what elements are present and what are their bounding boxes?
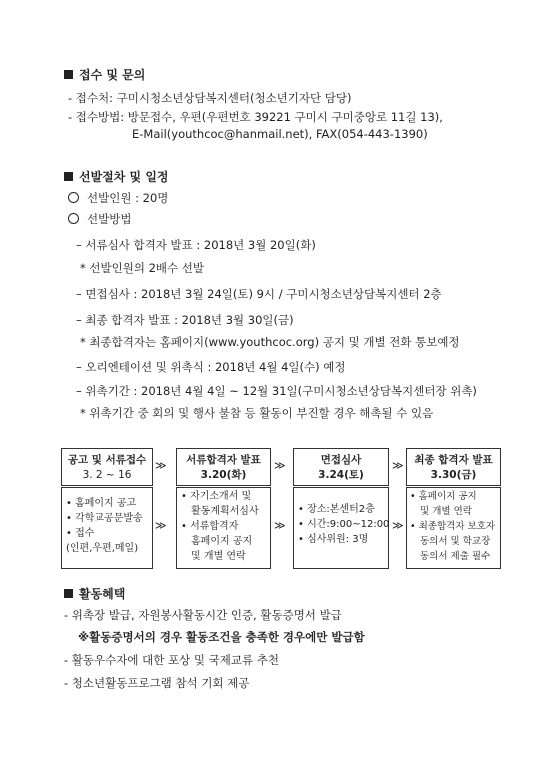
flow-arrow-icon: ≫: [155, 459, 167, 472]
flow-box-body: [61, 487, 153, 569]
flow-step-title: 면접심사: [320, 454, 362, 466]
flow-arrow-icon: ≫: [392, 519, 404, 532]
flow-step-item: • 홈페이지 공지: [410, 491, 477, 502]
section-title: 선발절차 및 일정: [79, 170, 169, 184]
flow-step-date: 3.24(토): [318, 469, 364, 481]
flow-step-item: • 심사위원: 3명: [298, 534, 369, 545]
flow-box-body: [176, 487, 271, 569]
flow-step-date: 3.30(금): [430, 469, 477, 481]
flow-step-item: 활동계획서심사: [191, 506, 259, 517]
schedule-note: * 선발인원의 2배수 선발: [80, 261, 205, 275]
flow-step-item: 홈페이지 공지: [191, 536, 253, 547]
schedule-term: – 위촉기간 : 2018년 4월 4일 ~ 12월 31일(구미시청소년상담복지센터장 위촉): [76, 384, 477, 398]
flow-box-body: [406, 487, 501, 569]
flow-step-item: • 최종합격자 보호자: [410, 521, 496, 532]
benefit-line: - 활동우수자에 대한 포상 및 국제교류 추천: [64, 653, 279, 667]
flow-box-header: [406, 448, 501, 486]
flow-arrow-icon: ≫: [392, 459, 404, 472]
flow-step-item: • 서류합격자: [181, 521, 239, 532]
benefit-line: - 청소년활동프로그램 참석 기회 제공: [64, 676, 250, 690]
section-heading-selection: [64, 168, 169, 185]
schedule-orientation: – 오리엔테이션 및 위촉식 : 2018년 4월 4일(수) 예정: [76, 360, 346, 374]
section-heading-benefits: [64, 585, 125, 602]
contact-line-1: - 접수처: 구미시청소년상담복지센터(청소년기자단 담당): [68, 91, 352, 105]
section-title: 활동혜택: [79, 587, 126, 601]
flow-step-item: • 홈페이지 공고: [66, 498, 137, 509]
flow-box-header: [61, 448, 153, 486]
flow-step-item: 동의서 제출 필수: [420, 551, 491, 562]
schedule-document-result: – 서류심사 합격자 발표 : 2018년 3월 20일(화): [76, 238, 316, 252]
flow-step-date: 3. 2 ~ 16: [82, 469, 132, 481]
schedule-final-result: – 최종 합격자 발표 : 2018년 3월 30일(금): [76, 313, 294, 327]
flow-step-item: (인편,우편,메일): [66, 543, 139, 554]
square-bullet-icon: [64, 589, 73, 598]
section-heading-application: [64, 66, 145, 83]
flow-step-title: 서류합격자 발표: [186, 454, 261, 466]
selection-method-text: 선발방법: [87, 212, 132, 226]
flow-arrow-icon: ≫: [274, 459, 286, 472]
flow-step-item: 및 개별 연락: [420, 506, 472, 517]
schedule-interview: – 면접심사 : 2018년 3월 24일(토) 9시 / 구미시청소년상담복지센터 2층: [76, 287, 442, 301]
flow-arrow-icon: ≫: [155, 519, 167, 532]
flow-step-date: 3.20(화): [200, 469, 247, 481]
flow-step-item: • 장소:본센터2층: [298, 504, 375, 515]
flow-step-title: 최종 합격자 발표: [414, 454, 493, 466]
flow-step-item: • 자기소개서 및: [181, 491, 252, 502]
flow-box-header: [293, 448, 389, 486]
selection-count-text: 선발인원 : 20명: [87, 191, 169, 205]
flow-arrow-icon: ≫: [274, 519, 286, 532]
selection-method: [68, 211, 131, 227]
square-bullet-icon: [64, 70, 73, 79]
flow-step-item: • 접수: [66, 528, 95, 539]
benefit-notice: ※활동증명서의 경우 활동조건을 충족한 경우에만 발급함: [78, 630, 365, 644]
contact-line-3: E-Mail(youthcoc@hanmail.net), FAX(054-443-1390): [132, 127, 428, 141]
selection-count: [68, 190, 168, 206]
flow-step-item: • 시간:9:00~12:00: [298, 519, 390, 530]
circle-bullet-icon: [68, 192, 79, 203]
flow-step-item: • 각학교공문발송: [66, 513, 143, 524]
benefit-line: - 위촉장 발급, 자원봉사활동시간 인증, 활동증명서 발급: [64, 608, 342, 622]
circle-bullet-icon: [68, 213, 79, 224]
square-bullet-icon: [64, 172, 73, 181]
contact-line-2: - 접수방법: 방문접수, 우편(우편번호 39221 구미시 구미중앙로 11길 13),: [68, 110, 443, 124]
flow-step-title: 공고 및 서류접수: [67, 454, 147, 466]
schedule-note: * 위촉기간 중 회의 및 행사 불참 등 활동이 부진할 경우 해촉될 수 있음: [80, 406, 434, 420]
flow-step-item: 동의서 및 학교장: [420, 536, 491, 547]
section-title: 접수 및 문의: [79, 68, 146, 82]
flow-box-header: [176, 448, 271, 486]
schedule-note: * 최종합격자는 홈페이지(www.youthcoc.org) 공지 및 개별 전화 통보예정: [80, 335, 460, 349]
flow-step-item: 및 개별 연락: [191, 551, 246, 562]
flow-box-body: [293, 487, 389, 569]
